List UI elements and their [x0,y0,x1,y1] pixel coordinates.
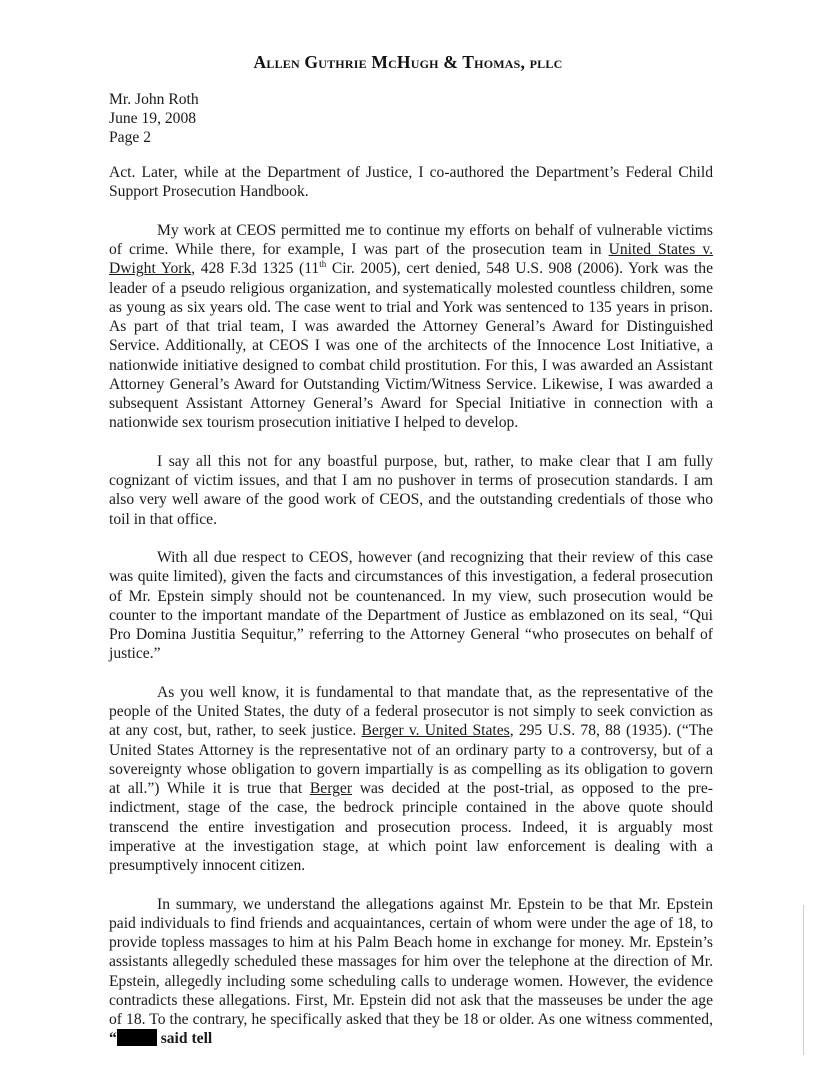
paragraph-berger [109,683,713,876]
text-run: , 295 U.S. 78, 88 (1935). (“The United States Attorney is the representative not of an ordinary party to a controversy, but of a sovereignty whose obligation to govern impartially is as compelling as its obligation to govern at all.”) While it is true that [109,722,713,797]
superscript-th: th [319,259,327,270]
text-run: , 428 F.3d 1325 (11 [191,260,320,278]
page-number: Page 2 [109,129,152,147]
paragraph-continuation: Act. Later, while at the Department of Justice, I co-authored the Department’s Federal Child Support Prosecution Handbook. [109,164,713,201]
case-citation-york: United States v. Dwight York [109,241,714,278]
paragraph-ceos-work [109,221,713,433]
case-citation-berger-short: Berger [309,780,353,797]
letterhead-firm-name: Allen Guthrie McHugh & Thomas, pllc [253,52,563,72]
case-citation-berger: Berger v. United States [361,722,510,740]
paragraph-victim-issues: I say all this not for any boastful purpose, but, rather, to make clear that I am fully cognizant of victim issues, and that I am no pushover in terms of prosecution standards. I am also very well aware of the good work of CEOS, and the outstanding credentials of those who toil in that office. [109,452,713,528]
recipient-name: Mr. John Roth [109,91,199,108]
scan-artifact-line [803,905,804,1055]
text-run: As you well know, it is fundamental to that mandate that, as the representative of the people of the United States, the duty of a federal prosecutor is not simply to seek conviction as at any cost, but, rather, to seek justice. [109,683,713,740]
paragraph-summary [109,895,713,1049]
letter-body [109,163,713,1068]
address-block [109,90,199,148]
letter-date: June 19, 2008 [109,110,197,128]
text-run: Cir. 2005), cert denied, 548 U.S. 908 (2006). York was the leader of a pseudo religious organization, and systematically molested countless children, some as young as six years old. The case went to trial and York was sentenced to 135 years in prison. As part of that trial team, I was awarded the Attorney General’s Award for Distinguished Service. Additionally, at CEOS I was one of the architects of the Innocence Lost Initiative, a nationwide initiative designed to combat child prostitution. For this, I was awarded an Assistant Attorney General’s Award for Outstanding Victim/Witness Service. Likewise, I was awarded a subsequent Assistant Attorney General’s Award for Special Initiative in connection with a nationwide sex tourism prosecution initiative I helped to develop. [109,260,713,432]
text-run: was decided at the post-trial, as opposed to the pre-indictment, stage of the case, the bedrock principle contained in the above quote should transcend the entire investigation and prosecution process. Indeed, it is arguably most imperative at the investigation stage, at which point law enforcement is dealing with a presumptively innocent citizen. [109,780,713,874]
bold-quote-text: said tell [156,1030,213,1048]
redaction-block [117,1029,157,1046]
text-run: In summary, we understand the allegations against Mr. Epstein to be that Mr. Epstein paid individuals to find friends and acquaintances, certain of whom were under the age of 18, to provide topless massages to him at his Palm Beach home in exchange for money. Mr. Epstein’s assistants allegedly scheduled these massages for him over the telephone at the direction of Mr. Epstein, allegedly including some scheduling calls to underage women. However, the evidence contradicts these allegations. First, Mr. Epstein did not ask that the masseuses be under the age of 18. To the contrary, he specifically asked that they be 18 or older. As one witness commented, [109,895,713,1028]
paragraph-due-respect: With all due respect to CEOS, however (and recognizing that their review of this case was quite limited), given the facts and circumstances of this investigation, a federal prosecution of Mr. Epstein simply should not be countenanced. In my view, such prosecution would be counter to the important mandate of the Department of Justice as emblazoned on its seal, “Qui Pro Domina Justitia Sequitur,” referring to the Attorney General “who prosecutes on behalf of justice.” [109,549,713,663]
open-quote: “ [109,1030,117,1048]
text-run: My work at CEOS permitted me to continue my efforts on behalf of vulnerable victims of crime. While there, for example, I was part of the prosecution team in [109,221,713,258]
